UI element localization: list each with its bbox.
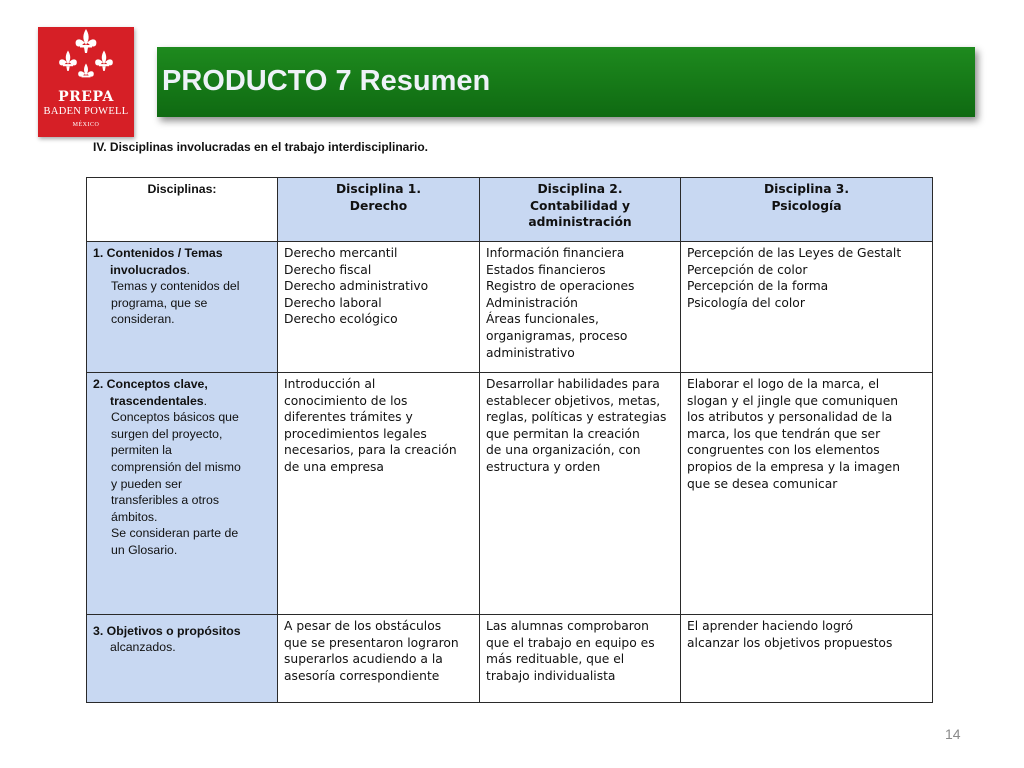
table-row xyxy=(87,242,933,373)
row-title-cont xyxy=(93,262,271,279)
cell-line: slogan y el jingle que comuniquen xyxy=(687,393,899,408)
cell-psicologia-conceptos xyxy=(681,373,933,615)
header-line: administración xyxy=(528,215,632,230)
cell-line: administrativo xyxy=(486,345,575,360)
header-discipline-3 xyxy=(681,178,933,242)
row-desc-line: programa, que se xyxy=(111,295,208,310)
cell-line: más redituable, que el xyxy=(486,652,625,667)
table-row xyxy=(87,373,933,615)
school-logo xyxy=(38,27,134,137)
row-desc-line: consideran. xyxy=(111,312,175,327)
cell-line: Derecho fiscal xyxy=(284,262,372,277)
header-line: Disciplina 1. xyxy=(335,182,422,196)
cell-line: Introducción al xyxy=(284,377,376,391)
cell-line: de una empresa xyxy=(284,459,384,474)
row-title-bold: involucrados xyxy=(110,262,187,277)
cell-line: que el trabajo en equipo es xyxy=(486,635,655,650)
cell-line: que se presentaron lograron xyxy=(284,635,459,650)
header-line: Contabilidad y xyxy=(529,198,631,213)
page-number: 14 xyxy=(945,726,961,742)
cell-line: marca, los que tendrán que ser xyxy=(687,426,881,441)
row-label-conceptos xyxy=(87,373,278,615)
cell-line: Percepción de las Leyes de Gestalt xyxy=(687,246,902,260)
row-title: 3. Objetivos o propósitos xyxy=(93,624,241,638)
row-desc-line: un Glosario. xyxy=(111,542,178,557)
cell-line: alcanzar los objetivos propuestos xyxy=(687,635,893,650)
row-desc-line: alcanzados. xyxy=(110,640,176,654)
row-title: 2. Conceptos clave, xyxy=(93,377,208,391)
slide-title: PRODUCTO 7 Resumen xyxy=(162,65,491,97)
cell-line: Derecho laboral xyxy=(284,295,382,310)
row-desc-line: permiten la xyxy=(111,443,172,458)
cell-line: Derecho mercantil xyxy=(284,246,398,260)
header-disciplinas xyxy=(87,178,278,242)
cell-line: Registro de operaciones xyxy=(486,279,635,294)
cell-line: diferentes trámites y xyxy=(284,410,413,425)
cell-line: El aprender haciendo logró xyxy=(687,619,854,633)
table-header-row xyxy=(87,178,933,242)
cell-line: propios de la empresa y la imagen xyxy=(687,459,901,474)
cell-line: los atributos y personalidad de la xyxy=(687,410,893,425)
cell-line: conocimiento de los xyxy=(284,393,408,408)
row-title-bold: trascendentales xyxy=(110,393,204,408)
header-discipline-1 xyxy=(278,178,480,242)
cell-line: Áreas funcionales, xyxy=(486,312,599,327)
cell-derecho-conceptos xyxy=(278,373,480,615)
cell-line: que se desea comunicar xyxy=(687,476,838,491)
row-desc-line: Se consideran parte de xyxy=(111,526,239,541)
cell-line: congruentes con los elementos xyxy=(687,443,880,458)
cell-line: asesoría correspondiente xyxy=(284,668,440,683)
cell-derecho-objetivos xyxy=(278,615,480,703)
cell-line: estructura y orden xyxy=(486,459,601,474)
cell-line: que permitan la creación xyxy=(486,426,640,441)
cell-psicologia-contenidos xyxy=(681,242,933,373)
cell-line: Elaborar el logo de la marca, el xyxy=(687,377,880,391)
cell-derecho-contenidos xyxy=(278,242,480,373)
logo-title: PREPA xyxy=(58,89,114,105)
cell-line: de una organización, con xyxy=(486,443,641,458)
cell-line: Estados financieros xyxy=(486,262,606,277)
section-heading: IV. Disciplinas involucradas en el trabajo interdisciplinario. xyxy=(93,140,428,154)
row-desc-line: surgen del proyecto, xyxy=(111,426,223,441)
cell-line: reglas, políticas y estrategias xyxy=(486,410,667,425)
cell-line: Derecho administrativo xyxy=(284,279,429,294)
row-desc-line: ámbitos. xyxy=(111,509,158,524)
cell-line: Las alumnas comprobaron xyxy=(486,619,649,633)
cell-line: Percepción de color xyxy=(687,262,808,277)
row-desc-line: Conceptos básicos que xyxy=(111,410,239,425)
cell-line: establecer objetivos, metas, xyxy=(486,393,661,408)
cell-line: Psicología del color xyxy=(687,295,805,310)
logo-country: MÉXICO xyxy=(72,122,100,128)
row-title-suffix: . xyxy=(203,393,208,408)
cell-contabilidad-conceptos xyxy=(480,373,681,615)
header-line: Disciplina 3. xyxy=(763,182,850,196)
fleur-de-lis-icon xyxy=(38,27,134,89)
cell-contabilidad-objetivos xyxy=(480,615,681,703)
cell-contabilidad-contenidos xyxy=(480,242,681,373)
header-line: Psicología xyxy=(771,198,842,213)
cell-line: procedimientos legales xyxy=(284,426,427,441)
disciplines-table xyxy=(86,177,933,703)
cell-line: necesarios, para la creación xyxy=(284,443,457,458)
row-title-cont xyxy=(93,393,271,410)
cell-line: Información financiera xyxy=(486,246,625,260)
cell-line: Derecho ecológico xyxy=(284,312,398,327)
logo-school-name: BADEN POWELL xyxy=(43,106,129,117)
row-desc-line: transferibles a otros xyxy=(111,493,219,508)
cell-line: Desarrollar habilidades para xyxy=(486,377,660,391)
header-line: Derecho xyxy=(349,198,408,213)
row-title-suffix: . xyxy=(186,262,190,277)
header-discipline-2 xyxy=(480,178,681,242)
cell-line: superarlos acudiendo a la xyxy=(284,652,443,667)
cell-psicologia-objetivos xyxy=(681,615,933,703)
cell-line: trabajo individualista xyxy=(486,668,616,683)
cell-line: A pesar de los obstáculos xyxy=(284,619,442,633)
cell-line: Administración xyxy=(486,295,578,310)
cell-line: Percepción de la forma xyxy=(687,279,829,294)
header-label: Disciplinas: xyxy=(147,182,217,196)
row-label-contenidos xyxy=(87,242,278,373)
row-desc-line: y pueden ser xyxy=(111,476,183,491)
row-desc-line: comprensión del mismo xyxy=(111,459,241,474)
row-desc-line: Temas y contenidos del xyxy=(111,279,240,294)
cell-line: organigramas, proceso xyxy=(486,328,628,343)
row-title: 1. Contenidos / Temas xyxy=(93,246,223,260)
header-line: Disciplina 2. xyxy=(537,182,623,196)
row-label-objetivos xyxy=(87,615,278,703)
table-row xyxy=(87,615,933,703)
title-banner xyxy=(157,47,975,117)
